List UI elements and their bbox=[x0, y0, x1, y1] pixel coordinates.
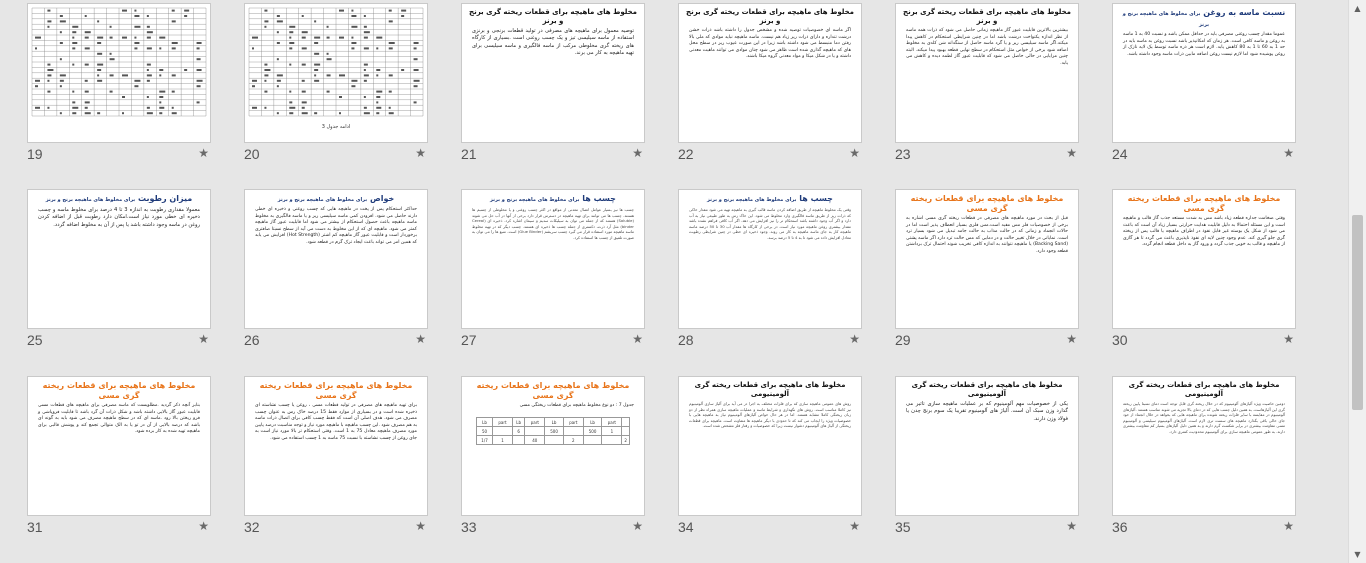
slide-title bbox=[1119, 8, 1289, 30]
table-cell bbox=[583, 436, 602, 445]
slide-title bbox=[902, 8, 1072, 26]
slide-title-text: نسبت ماسه به روغن bbox=[1203, 8, 1286, 17]
slide-number: 27 bbox=[461, 332, 477, 348]
slide-body-text: دومین خاصیت ویژه آلیاژهای آلومینیوم که در خلال ریخته گری قابل توجه است دمای نسبتا پایین ریخته گری این آلیاژهاست. به همین دلیل چسب هایی که در دمای بالا تجزیه می شوند مناسب هستند .آلیاژهای آلومینیوم در مقایسه با سایر فلزات ریخته شونده برای ماهیچه هایی که بخواهد در خلال انجماد از خود جای خالی باقی بگذارد ماهیچه های سست تری لازم است. آلیاژهای آلومینیوم سیلیسی و آلومینیوم مسی مقاومت بیشتری در برابر شکست گرم دارند و به همین دلیل آلیاژهای بسیار کم مقاومت بیشتری دارند. به طور عمومی ماهیچه سازی برای آلومینیوم محدودیت کمتری دارد. bbox=[1123, 401, 1285, 434]
table-cell: part bbox=[525, 418, 545, 427]
slide-cell bbox=[678, 189, 862, 359]
table-cell: 2 bbox=[563, 436, 583, 445]
table-cell: part bbox=[563, 418, 583, 427]
slide-cell bbox=[244, 189, 428, 359]
slide-transition-star-icon[interactable]: ★ bbox=[1066, 332, 1077, 346]
slide-transition-star-icon[interactable]: ★ bbox=[849, 519, 860, 533]
slide-thumbnail[interactable] bbox=[678, 3, 862, 143]
slide-title-subtext: برای مخلوط های ماهیچه برنج و برنز bbox=[45, 197, 136, 203]
table-row bbox=[477, 436, 630, 445]
table-caption: جدول 7 : دو نوع مخلوط ماهیچه برای قطعات ریختگی مسی bbox=[519, 403, 634, 408]
slide-title bbox=[251, 381, 421, 401]
slide-title bbox=[685, 381, 855, 399]
table-row bbox=[477, 427, 630, 436]
slide-title bbox=[1119, 381, 1289, 399]
slide-transition-star-icon[interactable]: ★ bbox=[198, 332, 209, 346]
slide-title-text: مخلوط های ماهیچه برای قطعات ریخته گری مسی bbox=[1127, 194, 1281, 213]
slide-number: 20 bbox=[244, 146, 260, 162]
table-cell bbox=[545, 436, 564, 445]
slide-title-subtext: برای مخلوط های ماهیچه برنج و برنز bbox=[490, 197, 580, 203]
slide-body-text: وقتی یک مخلوط ماهیچه از طریق اضافه کردن ماسه قالب گیری به ماهیچه تهیه می شود مقدار خاکی که ذرات ریز از طریق ماسه فالگیری وارد مخلوط می شود. این خاک رس به طور طبیعی نیاز به آب دارد و اگر آب وجود داشته باشد استحکام تر را نیز افزایش می دهد. اگر آب کافی فراهم نشده باشد مقدار بیشتری روغن ماهیچه مورد نیاز است. در برخی از کارگاه ها مقدار آب 30 تا 50 درصد ماسه ماهیچه کار به جای ماسه ماهیچه به کار می روند. وجود ذخیره ای خطی در چنین شرایطی رطوبت معادل افزایش داده می شود تا به 4 تا 5 درصد برسد. bbox=[689, 207, 851, 240]
slide-transition-star-icon[interactable]: ★ bbox=[415, 146, 426, 160]
slide-thumbnail[interactable] bbox=[678, 376, 862, 516]
scrollbar-thumb[interactable] bbox=[1352, 215, 1363, 410]
table-cell bbox=[622, 418, 630, 427]
slide-title-text: مخلوط های ماهیچه برای قطعات ریخته گری مسی bbox=[476, 381, 630, 400]
slide-transition-star-icon[interactable]: ★ bbox=[632, 332, 643, 346]
slide-thumbnail[interactable] bbox=[678, 189, 862, 329]
slide-number: 32 bbox=[244, 519, 260, 535]
table-cell bbox=[512, 436, 524, 445]
table-cell bbox=[563, 427, 583, 436]
slide-title-subtext: برای مخلوط های ماهیچه برنج و برنز bbox=[707, 197, 797, 203]
table-cell: 50 bbox=[477, 427, 493, 436]
slide-body-text: اگر ماسه ای خصوصیات توصیه شده و مشخص جدول را داشته باشد ذرات خشن درشت تنداره و دارای ذرات ریز زیاد هم نیست. ماسه ماهیچه نباید موادی که ملی بالا رفتن دما منبسط می شود داشته باشد زیرا در این صورت عیوب ریز در سطح محل های که ماهیچه گذاری شده است ظاهر می شود چنان موادی می توانند ماهیت معدنی داشته و یا در شکل میکا و مواد معدنی گروه میکا باشند. bbox=[689, 28, 851, 60]
slide-title bbox=[468, 8, 638, 26]
slide-thumbnail[interactable] bbox=[1112, 189, 1296, 329]
slide-title-text: مخلوط های ماهیچه برای قطعات ریخته گری برنج و برنز bbox=[469, 8, 637, 25]
table-cell: part bbox=[493, 418, 513, 427]
slide-cell bbox=[895, 376, 1079, 546]
table-cell: 40 bbox=[525, 436, 545, 445]
slide-number: 34 bbox=[678, 519, 694, 535]
table-cell: Lb bbox=[477, 418, 493, 427]
slide-title-text: مخلوط های ماهیچه برای قطعات ریخته گری آلومینیومی bbox=[694, 381, 846, 398]
table-cell: 6 bbox=[512, 427, 524, 436]
slide-transition-star-icon[interactable]: ★ bbox=[198, 146, 209, 160]
slide-cell bbox=[1112, 3, 1296, 173]
slide-thumbnail[interactable] bbox=[895, 376, 1079, 516]
slide-number: 36 bbox=[1112, 519, 1128, 535]
slide-title-text: چسب ها bbox=[799, 194, 833, 203]
table-cell: 500 bbox=[545, 427, 564, 436]
slide-title-text: مخلوط های ماهیچه برای قطعات ریخته گری مسی bbox=[910, 194, 1064, 213]
scroll-up-arrow-icon[interactable]: ▲ bbox=[1354, 4, 1361, 13]
slide-title-text: مخلوط های ماهیچه برای قطعات ریخته گری برنج و برنز bbox=[903, 8, 1071, 25]
slide-cell bbox=[1112, 376, 1296, 546]
slide-title-subtext: برای مخلوط های ماهیچه برنج و برنز bbox=[1122, 11, 1209, 28]
slide-title-text: خواص bbox=[369, 194, 395, 203]
slide-transition-star-icon[interactable]: ★ bbox=[415, 519, 426, 533]
slide-thumbnail[interactable] bbox=[461, 376, 645, 516]
slide-body-text: توصیه معمول برای ماهیچه های مصرفی در تولید قطعات برنجی و برنزی استفاده از ماسه سیلیسی تیز و یک چسب روغنی است .بسیاری از کارگاه های ریخته گری مخلوطی مرکب از ماسه فالگیری و ماسه سیلیسی برای تهیه ماهیچه به کار می برند. bbox=[472, 28, 634, 57]
slide-transition-star-icon[interactable]: ★ bbox=[415, 332, 426, 346]
slide-thumbnail[interactable] bbox=[461, 3, 645, 143]
slide-number: 19 bbox=[27, 146, 43, 162]
slide-thumbnail[interactable] bbox=[895, 189, 1079, 329]
slide-transition-star-icon[interactable]: ★ bbox=[849, 332, 860, 346]
table-cell bbox=[493, 427, 513, 436]
slide-thumbnail[interactable] bbox=[27, 189, 211, 329]
slide-thumbnail[interactable] bbox=[1112, 3, 1296, 143]
slide-cell bbox=[678, 3, 862, 173]
slide-transition-star-icon[interactable]: ★ bbox=[1283, 332, 1294, 346]
table-cell: 2 bbox=[622, 436, 630, 445]
slide-cell bbox=[461, 3, 645, 173]
table-grid-graphic bbox=[245, 4, 427, 119]
slide-title-text: چسب ها bbox=[582, 194, 616, 203]
slide-thumbnail[interactable] bbox=[27, 3, 211, 143]
slide-cell bbox=[895, 3, 1079, 173]
slide-transition-star-icon[interactable]: ★ bbox=[1066, 146, 1077, 160]
slide-title-subtext: برای مخلوط های ماهیچه برنج و برنز bbox=[277, 197, 368, 203]
slide-number: 31 bbox=[27, 519, 43, 535]
slide-number: 23 bbox=[895, 146, 911, 162]
slide-number: 35 bbox=[895, 519, 911, 535]
slide-body-text: بیشترین بالاترین قابلیت عبور گاز ماهیچه زمانی حاصل می شود که ذرات همه ماسه از نظر اندازه یکنواخت درشت باشد اما در چنین شرایطی استحکام در کاهش پیدا میکند.اگر ماسه سیلیسی ریز و یا گرد ماسه حاصل از سنگدانه شن کلدی به مخلوط اضافه شود برخی از خواص مثل استحکام در سطح نهایی قطعه بهبود پیدا میکند. البته چنین مزایایی در حالی حاصل می شود که قابلیت عبور گاز لطمه دیده و کاهش می یابد. bbox=[906, 28, 1068, 66]
slide-cell bbox=[895, 189, 1079, 359]
slide-transition-star-icon[interactable]: ★ bbox=[1283, 519, 1294, 533]
slide-title bbox=[34, 381, 204, 401]
slide-title bbox=[902, 194, 1072, 214]
slide-body-text: روش های عمومی ماهیچه سازی که برای فلزات مختلف به اجرا در می آید برای آلیاژ سازی آلومینیوم نیز کاملا مناسب است. روش های نگهداری و شرایط ماسه و عملیات ماهیچه سازی همراه نظر از دو زبان ریختگی کاملا مشابه هستند. اما در هر حال خواص آلیاژهای آلومینیوم نیاز به ماهیچه هایی با خصوصیات ویژه را ایجاب می کند که تا حدودی با دیگر ماهیچه ها متفاوت است. ماهیچه برای قطعات ریختگی از آلیاژ های آلومینیوم دشوار نیست زیرا که خصوصیات و رفتار فلز مشخص شده است. bbox=[689, 401, 851, 429]
slide-cell bbox=[461, 376, 645, 546]
slide-transition-star-icon[interactable]: ★ bbox=[1066, 519, 1077, 533]
slide-number: 28 bbox=[678, 332, 694, 348]
slide-cell bbox=[1112, 189, 1296, 359]
slide-cell bbox=[27, 376, 211, 546]
slide-title bbox=[34, 194, 204, 205]
table-cell bbox=[525, 427, 545, 436]
slide-title bbox=[685, 194, 855, 205]
vertical-scrollbar[interactable] bbox=[1348, 0, 1366, 563]
slide-body-text: وقتی ضخامت جداره قطعه زیاد باشد مس به شدت مستعد جذب گاز قالب و ماهیچه است و این مسئله احتمالا به دلیل قابلیت هدایت حرارتی بسیار زیاد آن است که باعث می شود از شکل یک بوسته غیر قابل نفوذ در اطراف ماهیچه یا قالب پس از ریخته گری جلو گیری کند. عدم وجود چنین لایه ای نفوذ ناپذیری باعث می گردد تا هر گازی از ماهیچه و قالب به خوبی جذب گردد و ورود گاز به داخل قطعه انجام گردد. bbox=[1123, 216, 1285, 248]
slide-title-text: مخلوط های ماهیچه برای قطعات ریخته گری مسی bbox=[42, 381, 196, 400]
slide-number: 30 bbox=[1112, 332, 1128, 348]
slide-body-text: چسب ها نیز بسیار عوامل اتصال معدنی از مواقع در اکثر چسب روغنی و یا مخلوطی از چسبم ها هستند. چسب ها می توانند برای تهیه ماهیچه در دسترس قرار دارد برخی از آنها در آب حل می شوند (Soluble) هستند که از جمله می توان به سیلیکات سدیم و سیمان اشاره کرد. ذخیره ای (Cereal binder) مثل آرد ذرت، دکستری از جمله چسب ها ذخیره ای هستند. چسب دیگر که در تهیه مخلوط ماسه ماهیچه مورد استفاده قرار می گیرد چسب سریشم (Glue Binder) است. منبع ها را می توان به صورت تلفیق از چسب ها استفاده کرد. bbox=[472, 207, 634, 240]
slide-cell bbox=[678, 376, 862, 546]
table-grid-graphic bbox=[28, 4, 210, 119]
slide-cell bbox=[27, 189, 211, 359]
slide-title bbox=[685, 8, 855, 26]
slide-thumbnail[interactable] bbox=[1112, 376, 1296, 516]
slide-number: 25 bbox=[27, 332, 43, 348]
slide-body-text: یکی از خصوصیات مهم آلومینیوم که بر عملیات ماهیچه سازی تاثیر می گذارد وزن سبک آن است. آلیاژ های آلومینیوم تقریبا یک سوم برنج چدن یا فولاد وزن دارند. bbox=[906, 401, 1068, 422]
slide-title-text: مخلوط های ماهیچه برای قطعات ریخته گری آلومینیومی bbox=[1128, 381, 1280, 398]
slide-number: 33 bbox=[461, 519, 477, 535]
table-cell: 1/7 bbox=[477, 436, 493, 445]
slide-title bbox=[468, 381, 638, 401]
slide-transition-star-icon[interactable]: ★ bbox=[632, 519, 643, 533]
slide-thumbnail[interactable] bbox=[27, 376, 211, 516]
slide-number: 26 bbox=[244, 332, 260, 348]
table-cell: part bbox=[602, 418, 622, 427]
table-row bbox=[477, 418, 630, 427]
slide-cell bbox=[27, 3, 211, 173]
slide-transition-star-icon[interactable]: ★ bbox=[632, 146, 643, 160]
slide-thumbnail[interactable] bbox=[244, 3, 428, 143]
slide-thumbnail[interactable] bbox=[895, 3, 1079, 143]
slide-number: 29 bbox=[895, 332, 911, 348]
table-cell: 1 bbox=[602, 427, 622, 436]
table-cell bbox=[602, 436, 622, 445]
slide-number: 24 bbox=[1112, 146, 1128, 162]
scroll-down-arrow-icon[interactable]: ▼ bbox=[1354, 550, 1361, 559]
table-caption: ادامه جدول 3 bbox=[321, 124, 351, 130]
slide-title-text: میزان رطوبت bbox=[138, 194, 193, 203]
slide-title-text: مخلوط های ماهیچه برای قطعات ریخته گری مسی bbox=[259, 381, 413, 400]
slide-body-text: حداکثر استحکام پس از پخت در ماهیچه هایی که چسب روغنی و ذخیره ای خطی دارند حاصل می شود. افزودن کمی ماسه سیلیسی ریز و یا ماسه فالگیری به مخلوط ماسه ماهیچه باعث حصول استحکام از بیشتر می شود اما قابلیت عبور گاز ماهیچه کمتر می شود. ماهیچه ای که از این مخلوط به دست می آید از سطح نسبتا صافتری برخوردار است و قابلیت عبور گاز ماهیچه کم اشتر (Hot Strength) افزایش می یابد که همین امر می تواند باعث ایجاد ترک گرم در قطعه شود. bbox=[255, 207, 417, 245]
slide-cell bbox=[461, 189, 645, 359]
slide-body-text: معمولا مقداری رطوبت به اندازه 3 تا 4 درصد برای مخلوط ماسه و چسب ذخیره ای خطی مورد نیاز است.امکان دارد رطوبت قبل از اضافه کردن روغن در ماسه وجود داشته باشد یا پس از آن به مخلوط اضافه گردد. bbox=[38, 207, 200, 228]
slide-title bbox=[902, 381, 1072, 399]
slide-body-text: قبل از بحث در مورد ماهیچه های مصرفی در قطعات ریخته گری مسی اشاره به برخی از خصوصیات فلز مس مفید است.مس فلزی بسیار انعطاف پذیر است اما در حالات انجماد و زمانی که در حالت مذاب به حالت جامد تبدیل می شود بسیار ترد است. نمایانی در خلال تغییر حالت و در دمایی که مس حالت ترد دارد اگر ماسه پشتی (Backing Sand) یا ماهیچه نتوانند به اندازه کافی تخریب شوند احتمال ترک برداشتن قطعه وجود دارد. bbox=[906, 216, 1068, 254]
slide-transition-star-icon[interactable]: ★ bbox=[849, 146, 860, 160]
slide-cell bbox=[244, 3, 428, 173]
table-cell: Lb bbox=[545, 418, 564, 427]
table-cell: Lb bbox=[512, 418, 524, 427]
slide-title-text: مخلوط های ماهیچه برای قطعات ریخته گری آلومینیومی bbox=[911, 381, 1063, 398]
slide-body-text: بنابر آنچه ذکر گردید .مطلوبست که ماسه مصرفی برای ماهیچه های قطعات مسی قابلیت عبور گاز بالایی داشته باشد و شکل ذرات آن گرد باشد تا قابلیت فروپاشی و فرو ریختن بالا رود .ماسه ای که در سطح ماهیچه مصرف می شود باید به گونه ای باشد که درصد بالایی از آن در تو یا به الک متوالی تجمع کند و پوشش قالبی برای ماهیچه تهیه شده به کار برده شود. bbox=[38, 403, 200, 435]
table-cell: Lb bbox=[583, 418, 602, 427]
slide-title-text: مخلوط های ماهیچه برای قطعات ریخته گری برنج و برنز bbox=[686, 8, 854, 25]
slide-number: 21 bbox=[461, 146, 477, 162]
slide-title bbox=[1119, 194, 1289, 214]
mini-table bbox=[476, 417, 630, 445]
slide-cell bbox=[244, 376, 428, 546]
slide-transition-star-icon[interactable]: ★ bbox=[1283, 146, 1294, 160]
slide-title bbox=[251, 194, 421, 205]
slide-body-text: برای تهیه ماهیچه های مصرفی در تولید قطعات مسی ، روغن یا چسب نشاسته ای ذخیره شده است و در بسیاری از موارد فقط 15 درصد خاک رس به عنوان چسب مصرف می شود. هدف اصلی آن است که فقط چسب کافی برای اتصال ذرات ماسه به هم مصرف شود .این چسب ماهیچه با ماهیچه مورد نیاز و توجه مناسبت درصد پایین مورد مصرف ماهیچه معادل 75 به 1 است. وقتی استحکام تر بالا مورد نیاز است به جای روغن از چسب نشاسته با نسبت 75 ماسه به 1 چسب استفاده می شود. bbox=[255, 403, 417, 441]
slide-thumbnail[interactable] bbox=[244, 376, 428, 516]
slide-number: 22 bbox=[678, 146, 694, 162]
table-cell: 1 bbox=[493, 436, 513, 445]
slide-transition-star-icon[interactable]: ★ bbox=[198, 519, 209, 533]
slide-title bbox=[468, 194, 638, 205]
table-cell: 500 bbox=[583, 427, 602, 436]
slide-thumbnail[interactable] bbox=[461, 189, 645, 329]
slide-body-text: عموما مقدار چسب روغنی مصرفی باید در حداقل ممکن باشد و نسبت 40 به 1 ماسه به روغن و ماسه کافی است. هر زمان که امکانپذیر باشد نسبت روغن به ماسه باید در حد 1 به 60 تا 1 به 80 کاهش یابد. لازم است هر ذره ماسه توسط یک لایه نازک از روغن پوشیده شود اما لازم نیست روغن اضافه مابین ذرات ماسه وجود داشته باشد. bbox=[1123, 32, 1286, 57]
table-cell bbox=[622, 427, 630, 436]
slide-thumbnail[interactable] bbox=[244, 189, 428, 329]
